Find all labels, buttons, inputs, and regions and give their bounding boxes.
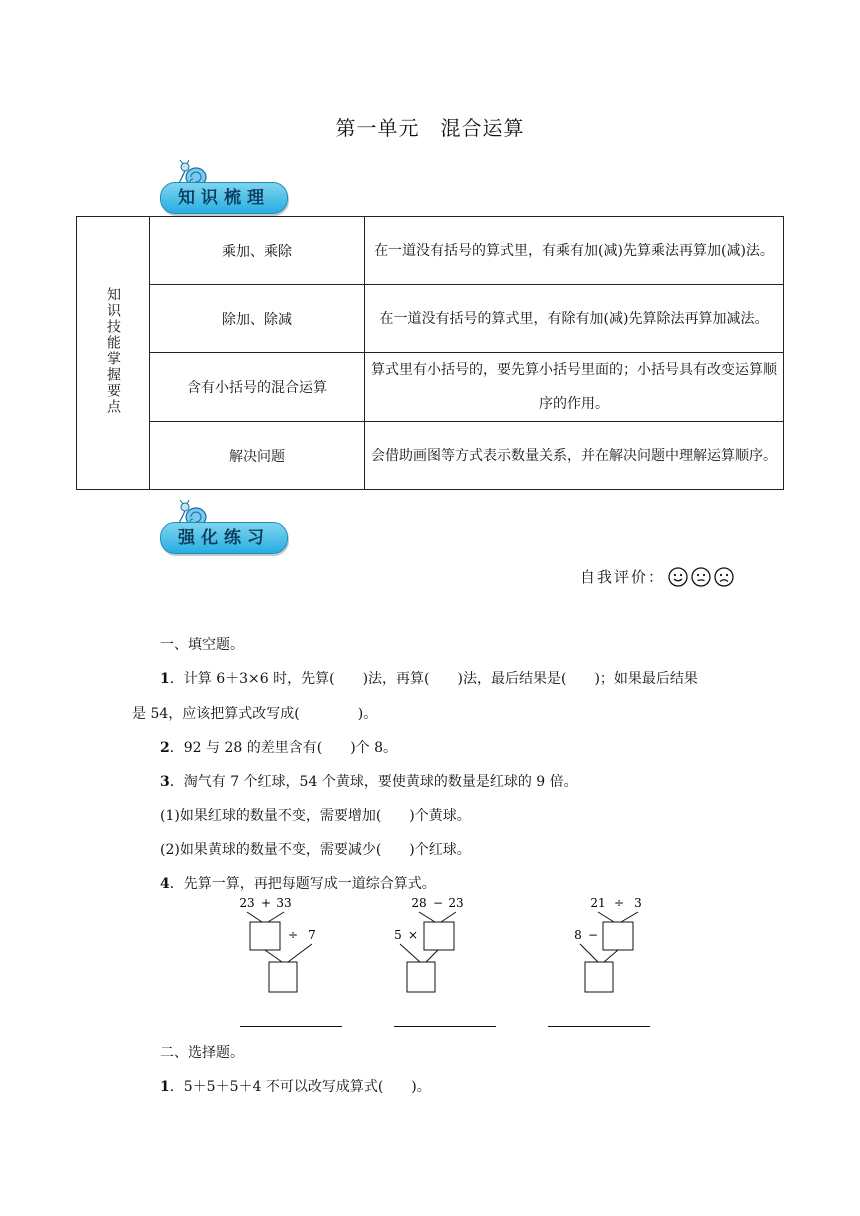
diagram-side-op: ÷ [287,928,299,942]
answer-line[interactable] [548,1026,650,1027]
topic-cell: 含有小括号的混合运算 [150,353,365,422]
question-3-sub2: (2)如果黄球的数量不变，需要减少( )个红球。 [160,842,471,858]
question-1-cont: 是 54，应该把算式改写成( )。 [132,706,378,722]
side-label-cell [77,217,150,490]
table-row [77,217,784,285]
desc-cell: 算式里有小括号的，要先算小括号里面的；小括号具有改变运算顺序的作用。 [365,353,784,422]
question-2: 2．92 与 28 的差里含有( )个 8。 [160,740,398,756]
diagram-side-num: 8 [574,928,582,942]
calc-diagram-2 [388,892,478,996]
answer-line[interactable] [240,1026,342,1027]
question-3: 3．淘气有 7 个红球，54 个黄球，要使黄球的数量是红球的 9 倍。 [160,774,578,790]
table-row [77,353,784,422]
answer-line[interactable] [394,1026,496,1027]
self-eval-label: 自我评价： [580,568,666,586]
table-row [77,285,784,353]
diagram-side-op: − [587,928,599,942]
knowledge-banner-label: 知识梳理 [178,188,270,208]
topic-cell: 解决问题 [150,422,365,490]
self-evaluation [580,566,734,587]
desc-cell: 在一道没有括号的算式里，有乘有加(减)先算乘法再算加(减)法。 [365,217,784,285]
page-title: 第一单元 混合运算 [335,116,525,140]
section2-question-1: 1．5＋5＋5＋4 不可以改写成算式( )。 [160,1079,431,1095]
calc-diagram-3 [566,892,646,996]
diagram-top-a: 28 [411,896,427,910]
knowledge-table [76,216,784,490]
calc-diagram-1 [232,892,342,996]
diagram-top-a: 23 [239,896,255,910]
question-1: 1．计算 6＋3×6 时，先算( )法，再算( )法，最后结果是( )；如果最后结果 [160,671,698,687]
answer-box[interactable] [269,962,297,992]
diagram-side-op: × [407,928,419,942]
desc-cell: 会借助画图等方式表示数量关系，并在解决问题中理解运算顺序。 [365,422,784,490]
knowledge-banner [160,160,288,216]
sad-face-icon[interactable] [714,567,734,587]
diagram-top-op: − [432,896,444,910]
diagram-top-b: 33 [276,896,292,910]
question-3-sub1: (1)如果红球的数量不变，需要增加( )个黄球。 [160,808,471,824]
side-label: 知识技能掌握要点 [105,287,121,415]
smile-face-icon[interactable] [668,567,688,587]
diagram-side-num: 5 [394,928,402,942]
practice-banner [160,500,288,556]
answer-box[interactable] [424,922,454,950]
question-4: 4．先算一算，再把每题写成一道综合算式。 [160,876,436,892]
answer-box[interactable] [407,962,435,992]
diagram-top-op: ÷ [613,896,625,910]
answer-box[interactable] [603,922,633,950]
topic-cell: 除加、除减 [150,285,365,353]
diagram-top-b: 3 [634,896,642,910]
diagram-top-a: 21 [590,896,606,910]
practice-banner-label: 强化练习 [178,528,270,548]
answer-box[interactable] [250,922,280,950]
section1-heading: 一、填空题。 [160,637,244,653]
diagram-top-b: 23 [448,896,464,910]
section2-heading: 二、选择题。 [160,1045,244,1061]
table-row [77,422,784,490]
neutral-face-icon[interactable] [691,567,711,587]
desc-cell: 在一道没有括号的算式里，有除有加(减)先算除法再算加减法。 [365,285,784,353]
answer-box[interactable] [585,962,613,992]
topic-cell: 乘加、乘除 [150,217,365,285]
diagram-top-op: + [260,896,272,910]
diagram-side-num: 7 [308,928,316,942]
